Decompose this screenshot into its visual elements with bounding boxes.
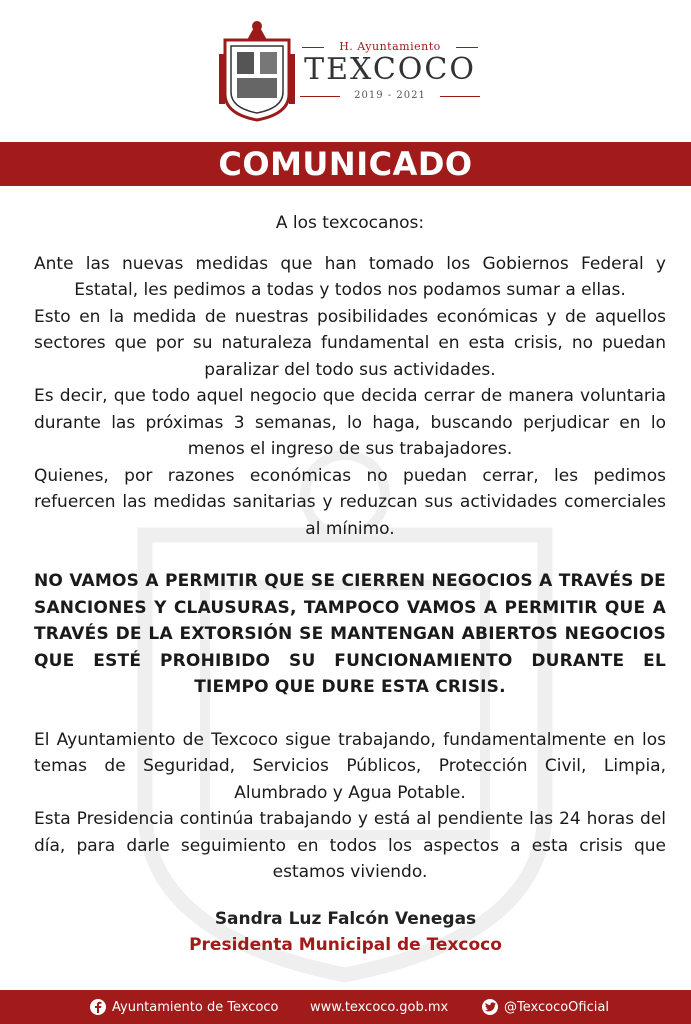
twitter-label: @TexcocoOficial: [504, 999, 609, 1015]
facebook-icon: [90, 999, 106, 1015]
communique-body: [34, 210, 666, 886]
facebook-link[interactable]: [90, 990, 279, 1024]
paragraph: Quienes, por razones económicas no puedan cerrar, les pedimos refuercen las medidas sanitarias y reduzcan sus actividades comerciales al mínimo.: [34, 465, 666, 539]
website-label: www.texcoco.gob.mx: [310, 999, 449, 1015]
signature-role: Presidenta Municipal de Texcoco: [189, 935, 502, 955]
brand-name: TEXCOCO: [304, 52, 476, 87]
letterhead: [0, 0, 691, 142]
paragraph: Es decir, que todo aquel negocio que decida cerrar de manera voluntaria durante las próximas 3 semanas, lo haga, buscando perjudicar en lo menos el ingreso de sus trabajadores.: [34, 386, 666, 459]
website-link[interactable]: [310, 990, 448, 1024]
brand-subtitle: H. Ayuntamiento: [300, 40, 480, 53]
municipality-brand: [300, 40, 480, 104]
twitter-link[interactable]: [482, 990, 609, 1024]
twitter-icon: [482, 999, 498, 1015]
footer-bar: [0, 990, 691, 1024]
facebook-label: Ayuntamiento de Texcoco: [112, 999, 279, 1015]
closing-paragraph: Esta Presidencia continúa trabajando y está al pendiente las 24 horas del día, para darle seguimiento en todos los aspectos a esta crisis que estamos viviendo.: [34, 809, 666, 882]
greeting: A los texcocanos:: [275, 213, 425, 233]
texcoco-crest-logo: [217, 14, 297, 122]
signature-block: [0, 906, 691, 958]
brand-years: 2019 - 2021: [300, 90, 480, 101]
communique-banner: COMUNICADO: [0, 142, 691, 186]
paragraph: Ante las nuevas medidas que han tomado los Gobiernos Federal y Estatal, les pedimos a todas y todos nos podamos sumar a ellas.: [34, 253, 666, 300]
paragraph: Esto en la medida de nuestras posibilidades económicas y de aquellos sectores que por su naturaleza fundamental en esta crisis, no puedan paralizar del todo sus actividades.: [34, 306, 666, 380]
signature-name: Sandra Luz Falcón Venegas: [214, 909, 477, 929]
closing-paragraph: El Ayuntamiento de Texcoco sigue trabajando, fundamentalmente en los temas de Seguridad, Servicios Públicos, Protección Civil, Limpia, Alumbrado y Agua Potable.: [34, 729, 666, 803]
caps-statement: NO VAMOS A PERMITIR QUE SE CIERREN NEGOCIOS A TRAVÉS DE SANCIONES Y CLAUSURAS, TAMPOCO VAMOS A PERMITIR QUE A TRAVÉS DE LA EXTORSIÓN SE MANTENGAN ABIERTOS NEGOCIOS QUE ESTÉ PROHIBIDO SU FUNCIONAMIENTO DURANTE EL TIEMPO QUE DURE ESTA CRISIS.: [34, 571, 666, 697]
